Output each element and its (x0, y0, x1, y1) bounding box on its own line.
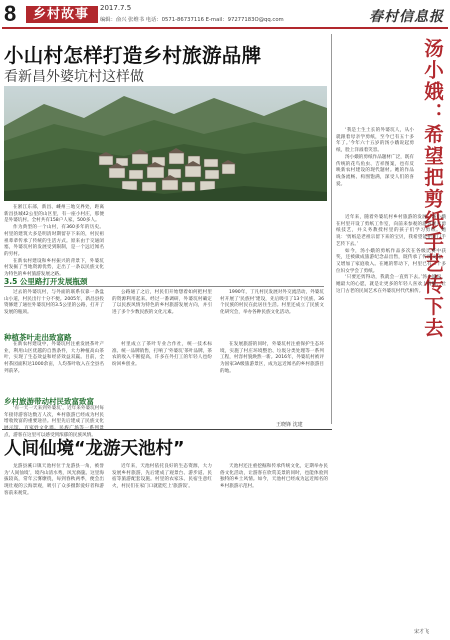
section-heading-road: 3.5 公里路打开发展瓶颈 (4, 277, 88, 286)
paragraph: 过去的外婆坑村，与外面的联系仅靠一条盘山小道，村民出行十分不便。2005年，新昌县投资修建了通往外婆坑村的3.5公里的公路，打开了发展的瓶颈。 (4, 290, 104, 316)
paragraph: 村里成立了茶叶专业合作社，统一技术标准、统一品牌销售，打响了‘外婆坑’茶叶品牌，茶农的收入不断提高，许多在外打工的年轻人也纷纷回乡创业。 (112, 342, 212, 368)
article-headline: 小山村怎样打造乡村旅游品牌 (4, 44, 262, 67)
article-subheadline: 看新昌外婆坑村这样做 (4, 69, 144, 85)
side-article-byline: 宋才飞 (414, 629, 430, 635)
header-rule (2, 27, 448, 29)
side-article-text-1 (336, 128, 414, 210)
paragraph: 公路通了之后，村民们开始想着如何把村里的资源利用起来。经过一番调研，外婆坑村确定了以民族风情为特色的乡村旅游发展方向，并引进了多个少数民族的文化元素。 (112, 290, 212, 316)
paragraph: 1990年，丁凡村民发展对外交流活动，外婆坑村开展了‘民族村’建设，先后吸引了13个民族、36个民族的村民在此居住生活。村里还成立了民族文化研究会，举办各种民族文化活动。 (220, 290, 324, 316)
section-text-road-2 (112, 290, 212, 330)
village-landscape-image (4, 86, 327, 201)
section-text-road-3 (220, 290, 324, 330)
village-photo (4, 86, 327, 201)
paragraph: 在发展旅游的同时，外婆坑村注重保护生态环境，实施了村庄环境整治、垃圾分类处理等一系列工程，村容村貌焕然一新。2016年，外婆坑村被评为国家3A级旅游景区，成为远近闻名的乡村旅游目的地。 (220, 342, 324, 374)
section-tag: 乡村故事 (26, 6, 98, 23)
paragraph: 龙游县溪口镇天池村位于龙游县一角，被誉为‘人间仙境’，境内山清水秀，风光旖旎。这里海拔较高，常年云雾缭绕，每到春秋两季，便会出现壮观的云海景观，吸引了众多摄影爱好者和游客前来观赏。 (4, 464, 104, 496)
paragraph: ‘我是土生土长的外婆坑人，从小就跟着母亲学剪纸，至今已有五十多年了。’今年六十五岁的汤小娥说起剪纸，脸上洋溢着笑容。 (336, 128, 414, 154)
section-heading-tea: 种植茶叶走出致富路 (4, 333, 72, 342)
paragraph: 近年来，随着外婆坑村乡村旅游的发展，汤小娥在村里开设了剪纸工作室，向前来参观的游客展示剪纸技艺，并义务教授村里的孩子们学习剪纸。她说：‘剪纸是老祖宗留下来的宝贝，我希望能把这门手艺传下去。’ (336, 215, 446, 247)
section-text-tourism-1 (4, 406, 104, 438)
paragraph: 在新农村建设和乡村振兴的背景下，外婆坑村发掘了当地资源优势，走出了一条以民族文化为特色的乡村旅游发展之路。 (4, 258, 104, 278)
column-divider (331, 34, 332, 424)
side-article-title: 汤小娥：希望把剪纸手艺传下去 (421, 38, 444, 339)
section-text-tea-2 (112, 342, 212, 394)
paragraph: 在浙江东部，新昌、嵊州三地交界处，距离新昌县城42公里的山区里，有一座小村庄，那便是外婆坑村。全村共有158户人家，500多人。 (4, 205, 104, 224)
paragraph: 天池村还注重挖掘和传承传统文化，定期举办民俗文化活动，让游客在欣赏美景的同时，也能体验到独特的乡土风情。如今，天池村已经成为远近闻名的乡村旅游示范村。 (220, 464, 328, 490)
paragraph: 汤小娥的剪纸作品题材广泛，既有传统的花鸟鱼虫、吉祥图案，也有反映新农村建设的现代题材。她的作品线条流畅、构图饱满，深受人们的喜爱。 (336, 154, 414, 187)
paragraph: 在新农村建设中，外婆坑村注重发展茶叶产业，利用山区优越的自然条件，大力种植高山茶叶，实现了生态效益和经济效益双赢。目前，全村茶园面积达1000余亩，人均茶叶收入在全县名列前茅。 (4, 342, 104, 374)
article-byline: 王晓锋 沈建 (276, 422, 303, 428)
divider (4, 286, 324, 287)
issue-date: 2017.7.5 (100, 4, 132, 12)
editor-contact: 编辑：俞兴 张维书 电话：0571-86737116 E-mail：97277183O@qq.com (100, 17, 284, 23)
article2-headline: 人间仙境“龙游天池村” (4, 439, 185, 459)
article2-text-2 (112, 464, 212, 634)
article-separator (2, 429, 332, 430)
section-text-road-1 (4, 290, 104, 330)
page-number: 8 (4, 1, 17, 26)
article2-text-3 (220, 464, 328, 634)
page-header (0, 0, 450, 28)
section-heading-tourism: 乡村旅游带动村民致富致富 (4, 397, 94, 406)
section-text-tourism-2 (220, 342, 324, 420)
paragraph: 近年来，天池村依托良好的生态资源，大力发展乡村旅游，先后建成了观景台、游步道、民宿等旅游配套设施。村里的农家乐、民宿生意红火，村民们在家门口就能吃上‘旅游饭’。 (112, 464, 212, 490)
masthead-logo: 春村信息报 (369, 9, 444, 25)
article2-text-1 (4, 464, 104, 634)
paragraph: ‘有一天一天来到外婆坑’，近年来外婆坑村每年接待游客达数万人次，乡村旅游已经成为村民增收致富的重要途径。村里先后建成了民族文化 点，游客在这里可以感受到浓郁的民族风情。 (4, 406, 104, 438)
section-text-tea-1 (4, 342, 104, 394)
paragraph: 作为典型的一个山村，有360多年的历史。村里的建筑大多是明清时期留存下来的，村民祖祖辈辈传承了传统的生活方式。原来由于交通闭塞，外婆坑村的发展受到限制，是一个远近闻名的穷村。 (4, 225, 104, 257)
paragraph: ‘只要还剪得动，我就会一直剪下去。’汤小娥说，她最大的心愿，就是让更多的年轻人喜欢上剪纸，让这门古老的民间艺术在外婆坑村代代相传。 (336, 275, 446, 294)
paragraph: 如今，汤小娥的剪纸作品多次在各级比赛中获奖，还被做成旅游纪念品出售，既传承了传统文化，又增加了家庭收入。在她的带动下，村里已有二十多位妇女学会了剪纸。 (336, 248, 446, 274)
side-article-text-2 (336, 215, 446, 623)
